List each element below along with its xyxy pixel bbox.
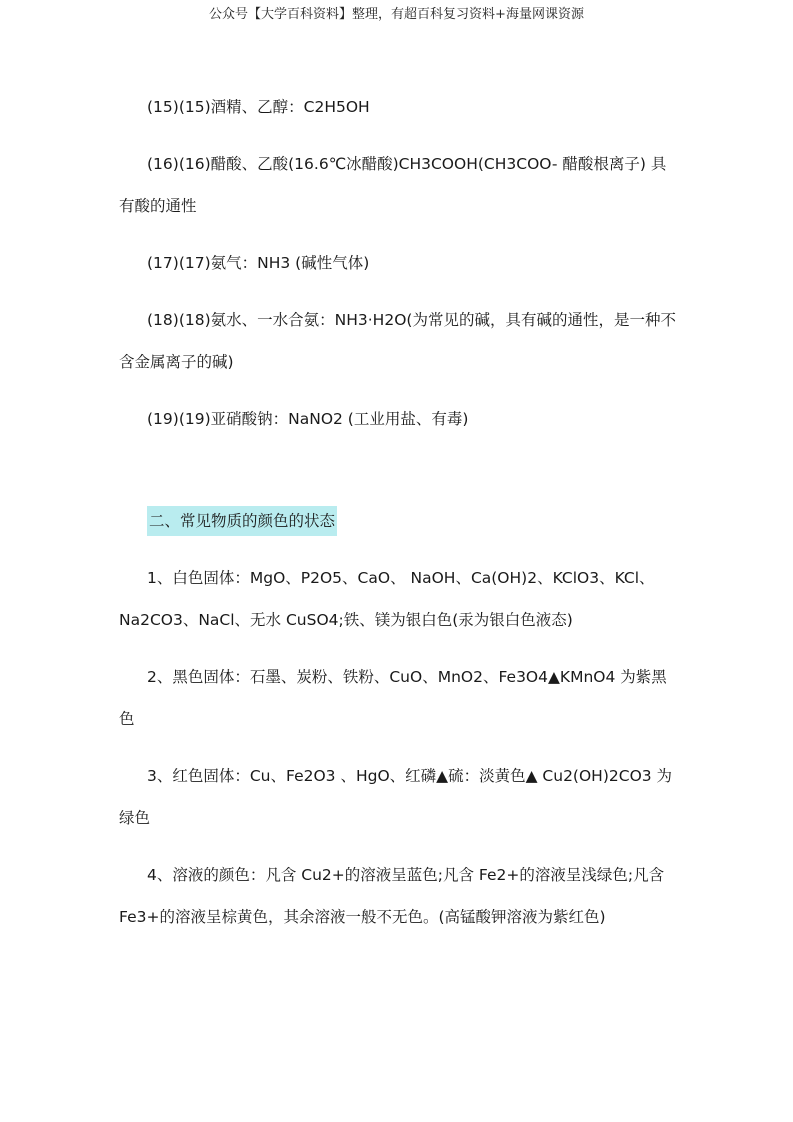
list-item: (15)(15)酒精、乙醇：C2H5OH: [147, 98, 370, 116]
list-item: (17)(17)氨气：NH3 (碱性气体): [147, 254, 370, 272]
section-title: 二、常见物质的颜色的状态: [147, 506, 337, 536]
color-item: 1、白色固体：MgO、P2O5、CaO、 NaOH、Ca(OH)2、KClO3、KCl、Na2CO3、NaCl、无水 CuSO4;铁、镁为银白色(汞为银白色液态): [119, 569, 655, 629]
list-item: (18)(18)氨水、一水合氨：NH3·H2O(为常见的碱，具有碱的通性，是一种不含金属离子的碱): [119, 311, 676, 371]
page-header: 公众号【大学百科资料】整理，有超百科复习资料+海量网课资源: [209, 7, 584, 22]
color-item: 4、溶液的颜色：凡含 Cu2+的溶液呈蓝色;凡含 Fe2+的溶液呈浅绿色;凡含 Fe3+的溶液呈棕黄色，其余溶液一般不无色。(高锰酸钾溶液为紫红色): [119, 866, 665, 926]
list-item: (19)(19)亚硝酸钠：NaNO2 (工业用盐、有毒): [147, 410, 469, 428]
list-item: (16)(16)醋酸、乙酸(16.6℃冰醋酸)CH3COOH(CH3COO- 醋酸根离子) 具有酸的通性: [119, 155, 667, 215]
color-item: 2、黑色固体：石墨、炭粉、铁粉、CuO、MnO2、Fe3O4▲KMnO4 为紫黑色: [119, 668, 667, 728]
document-body: [119, 86, 679, 938]
color-item: 3、红色固体：Cu、Fe2O3 、HgO、红磷▲硫：淡黄色▲ Cu2(OH)2CO3 为绿色: [119, 767, 673, 827]
